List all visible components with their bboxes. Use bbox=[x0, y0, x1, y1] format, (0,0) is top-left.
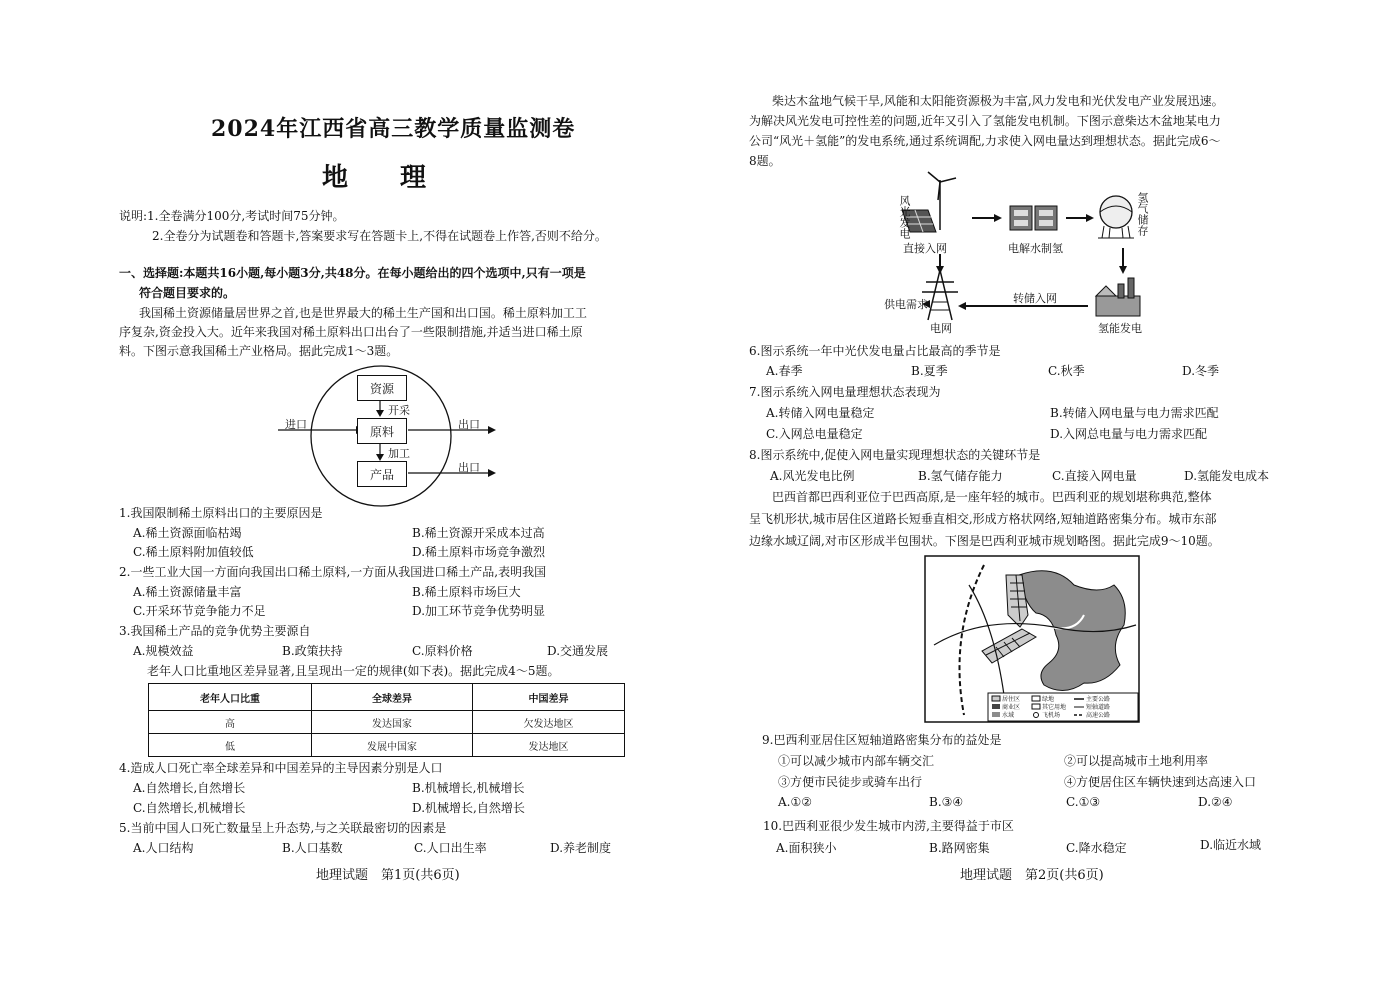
table-cell: 欠发达地区 bbox=[473, 711, 625, 734]
q8-option-d: D.氢能发电成本 bbox=[1184, 469, 1270, 483]
q5-option-d: D.养老制度 bbox=[550, 841, 612, 855]
page-footer-right: 地理试题 第2页(共6页) bbox=[960, 868, 1104, 883]
passage3-line3: 公司“风光＋氢能”的发电系统,通过系统调配,力求使入网电量达到理想状态。据此完成6～ bbox=[749, 134, 1221, 148]
q5-stem: 5.当前中国人口死亡数量呈上升态势,与之关联最密切的因素是 bbox=[119, 821, 447, 835]
q2-option-a: A.稀土资源储量丰富 bbox=[133, 585, 242, 599]
legend-commercial: 商业区 bbox=[1002, 704, 1021, 711]
q3-option-a: A.规模效益 bbox=[133, 644, 194, 658]
passage4-line2: 呈飞机形状,城市居住区道路长短垂直相交,形成方格状网络,短轴道路密集分布。城市东部 bbox=[749, 512, 1217, 526]
q3-option-c: C.原料价格 bbox=[412, 644, 473, 658]
q6-option-b: B.夏季 bbox=[911, 364, 948, 378]
q7-option-a: A.转储入网电量稳定 bbox=[766, 406, 875, 420]
q6-option-a: A.春季 bbox=[766, 364, 803, 378]
q10-option-a: A.面积狭小 bbox=[776, 841, 837, 855]
q9-statement-3: ③方便市民徒步或骑车出行 bbox=[778, 775, 923, 789]
q5-option-c: C.人口出生率 bbox=[414, 841, 487, 855]
q7-option-d: D.入网总电量与电力需求匹配 bbox=[1050, 427, 1208, 441]
hydrogen-power-plant-icon bbox=[1096, 278, 1140, 316]
q1-option-a: A.稀土资源面临枯竭 bbox=[133, 526, 242, 540]
legend-residential: 居住区 bbox=[1002, 696, 1021, 703]
q5-option-a: A.人口结构 bbox=[133, 841, 194, 855]
table-row bbox=[149, 734, 625, 757]
note-1: 说明:1.全卷满分100分,考试时间75分钟。 bbox=[119, 209, 345, 223]
q2-option-c: C.开采环节竞争能力不足 bbox=[133, 604, 266, 618]
q9-statement-2: ②可以提高城市土地利用率 bbox=[1064, 754, 1209, 768]
q9-option-b: B.③④ bbox=[929, 795, 964, 809]
q4-option-a: A.自然增长,自然增长 bbox=[133, 781, 246, 795]
q9-option-c: C.①③ bbox=[1066, 795, 1101, 809]
passage3-line1: 柴达木盆地气候干旱,风能和太阳能资源极为丰富,风力发电和光伏发电产业发展迅速。 bbox=[772, 94, 1224, 108]
label-mining: 开采 bbox=[388, 404, 410, 417]
q9-option-d: D.②④ bbox=[1198, 795, 1233, 809]
legend-other-land: 其它用地 bbox=[1042, 704, 1067, 711]
hydrogen-tank-icon bbox=[1098, 196, 1134, 238]
q10-stem: 10.巴西利亚很少发生城市内涝,主要得益于市区 bbox=[763, 819, 1014, 833]
legend-short-road: 短轴道路 bbox=[1086, 704, 1111, 711]
q3-option-b: B.政策扶持 bbox=[282, 644, 343, 658]
q8-option-a: A.风光发电比例 bbox=[770, 469, 855, 483]
q3-stem: 3.我国稀土产品的竞争优势主要源自 bbox=[119, 624, 311, 638]
label-power-demand: 供电需求 bbox=[884, 298, 928, 311]
aging-table bbox=[148, 683, 625, 757]
q10-option-b: B.路网密集 bbox=[929, 841, 990, 855]
q9-option-a: A.①② bbox=[778, 795, 812, 809]
legend-main-road: 主要公路 bbox=[1086, 696, 1111, 703]
label-hydrogen-storage: 氢气储存 bbox=[1136, 192, 1149, 236]
q4-stem: 4.造成人口死亡率全球差异和中国差异的主导因素分别是人口 bbox=[119, 761, 443, 775]
label-transfer-grid: 转储入网 bbox=[1013, 292, 1057, 305]
q4-option-b: B.机械增长,机械增长 bbox=[412, 781, 525, 795]
label-export-product: 出口 bbox=[458, 461, 480, 474]
table-header-row bbox=[149, 684, 625, 711]
label-export-material: 出口 bbox=[458, 418, 480, 431]
exam-title: 2024年江西省高三教学质量监测卷 bbox=[211, 116, 576, 142]
table-cell: 发达国家 bbox=[312, 711, 473, 734]
q2-option-d: D.加工环节竞争优势明显 bbox=[412, 604, 546, 618]
label-grid: 电网 bbox=[930, 322, 952, 335]
passage2: 老年人口比重地区差异显著,且呈现出一定的规律(如下表)。据此完成4～5题。 bbox=[147, 664, 560, 678]
q10-option-c: C.降水稳定 bbox=[1066, 841, 1127, 855]
q1-option-d: D.稀土原料市场竞争激烈 bbox=[412, 545, 546, 559]
q2-option-b: B.稀土原料市场巨大 bbox=[412, 585, 521, 599]
page-footer-left: 地理试题 第1页(共6页) bbox=[316, 868, 460, 883]
label-electrolysis: 电解水制氢 bbox=[1008, 242, 1063, 255]
label-wind-solar: 风光发电 bbox=[898, 195, 911, 239]
q7-option-c: C.入网总电量稳定 bbox=[766, 427, 863, 441]
passage4-line3: 边缘水域辽阔,对市区形成半包围状。下图是巴西利亚城市规划略图。据此完成9～10题。 bbox=[749, 534, 1220, 548]
q4-option-d: D.机械增长,自然增长 bbox=[412, 801, 525, 815]
q6-option-d: D.冬季 bbox=[1182, 364, 1220, 378]
q5-option-b: B.人口基数 bbox=[282, 841, 343, 855]
q9-statement-4: ④方便居住区车辆快速到达高速入口 bbox=[1064, 775, 1257, 789]
section-heading: 一、选择题:本题共16小题,每小题3分,共48分。在每小题给出的四个选项中,只有一项是 bbox=[119, 266, 586, 280]
q1-option-c: C.稀土原料附加值较低 bbox=[133, 545, 254, 559]
table-cell: 发达地区 bbox=[473, 734, 625, 757]
note-2: 2.全卷分为试题卷和答题卡,答案要求写在答题卡上,不得在试题卷上作答,否则不给分。 bbox=[152, 229, 607, 243]
label-import: 进口 bbox=[285, 418, 307, 431]
legend-airport: 飞机场 bbox=[1042, 712, 1061, 719]
table-cell: 发展中国家 bbox=[312, 734, 473, 757]
q8-option-b: B.氢气储存能力 bbox=[918, 469, 1003, 483]
legend-highway: 高速公路 bbox=[1086, 712, 1111, 719]
label-processing: 加工 bbox=[388, 447, 410, 460]
passage3-line4: 8题。 bbox=[749, 154, 781, 168]
box-product: 产品 bbox=[357, 461, 407, 487]
legend-greenland: 绿地 bbox=[1042, 696, 1055, 703]
passage1-line1: 我国稀土资源储量居世界之首,也是世界最大的稀土生产国和出口国。稀土原料加工工 bbox=[139, 306, 587, 320]
section-heading-cont: 符合题目要求的。 bbox=[139, 286, 236, 300]
subject-title: 地 理 bbox=[322, 163, 427, 193]
q6-stem: 6.图示系统一年中光伏发电量占比最高的季节是 bbox=[749, 344, 1001, 358]
table-cell: 高 bbox=[149, 711, 312, 734]
q10-option-d: D.临近水域 bbox=[1200, 838, 1262, 852]
q1-option-b: B.稀土资源开采成本过高 bbox=[412, 526, 545, 540]
q2-stem: 2.一些工业大国一方面向我国出口稀土原料,一方面从我国进口稀土产品,表明我国 bbox=[119, 565, 547, 579]
q8-stem: 8.图示系统中,促使入网电量实现理想状态的关键环节是 bbox=[749, 448, 1041, 462]
table-row bbox=[149, 711, 625, 734]
power-tower-icon bbox=[922, 270, 958, 320]
table-header-cell: 全球差异 bbox=[312, 684, 473, 711]
electrolysis-icon bbox=[1010, 206, 1057, 230]
box-resource: 资源 bbox=[357, 375, 407, 401]
q1-stem: 1.我国限制稀土原料出口的主要原因是 bbox=[119, 506, 323, 520]
q9-statement-1: ①可以减少城市内部车辆交汇 bbox=[778, 754, 935, 768]
q4-option-c: C.自然增长,机械增长 bbox=[133, 801, 246, 815]
label-direct-grid: 直接入网 bbox=[903, 242, 947, 255]
table-header-cell: 中国差异 bbox=[473, 684, 625, 711]
q3-option-d: D.交通发展 bbox=[547, 644, 609, 658]
table-header-cell: 老年人口比重 bbox=[149, 684, 312, 711]
q7-option-b: B.转储入网电量与电力需求匹配 bbox=[1050, 406, 1219, 420]
q8-option-c: C.直接入网电量 bbox=[1052, 469, 1137, 483]
passage1-line3: 料。下图示意我国稀土产业格局。据此完成1～3题。 bbox=[119, 344, 399, 358]
q6-option-c: C.秋季 bbox=[1048, 364, 1085, 378]
q7-stem: 7.图示系统入网电量理想状态表现为 bbox=[749, 385, 941, 399]
label-hydrogen-power: 氢能发电 bbox=[1098, 322, 1142, 335]
passage3-line2: 为解决风光发电可控性差的问题,近年又引入了氢能发电机制。下图示意柴达木盆地某电力 bbox=[749, 114, 1221, 128]
passage1-line2: 序复杂,资金投入大。近年来我国对稀土原料出口出台了一些限制措施,并适当进口稀土原 bbox=[119, 325, 583, 339]
box-material: 原料 bbox=[357, 418, 407, 444]
passage4-line1: 巴西首都巴西利亚位于巴西高原,是一座年轻的城市。巴西利亚的规划堪称典范,整体 bbox=[772, 490, 1212, 504]
legend-water: 水域 bbox=[1002, 712, 1015, 719]
table-cell: 低 bbox=[149, 734, 312, 757]
q9-stem: 9.巴西利亚居住区短轴道路密集分布的益处是 bbox=[762, 733, 1002, 747]
